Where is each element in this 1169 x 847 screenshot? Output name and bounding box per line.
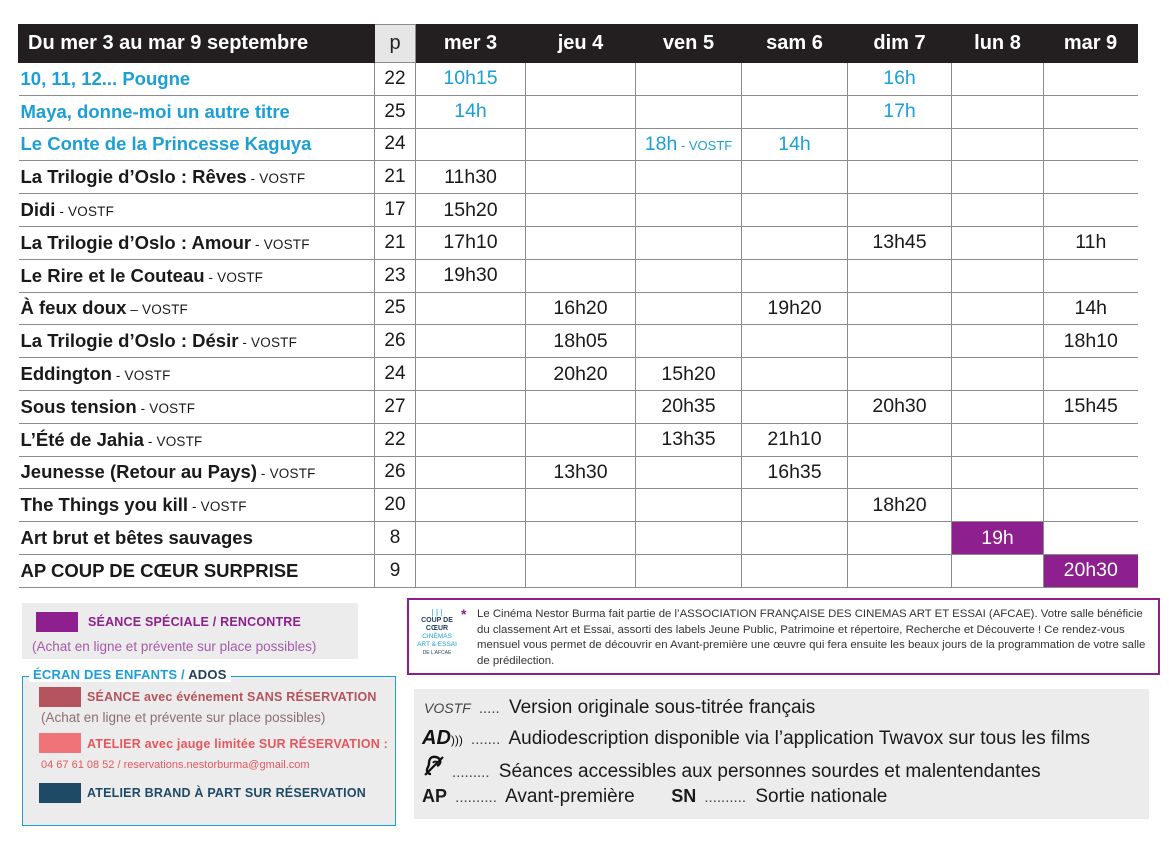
showtime-cell [848, 259, 952, 292]
showtime-cell [848, 292, 952, 325]
page-number: 27 [375, 390, 416, 423]
film-title [19, 128, 375, 161]
showtime: 20h20 [553, 362, 608, 385]
showtime: 20h30 [872, 395, 927, 418]
showtime: 20h35 [661, 395, 716, 418]
version-label: - VOSTF [143, 433, 203, 449]
abbreviations-box [414, 689, 1149, 819]
showtime-cell [742, 259, 848, 292]
showtime-cell [848, 161, 952, 194]
brand-label: ATELIER BRAND À PART SUR RÉSERVATION [87, 786, 366, 800]
vostf-row: VOSTF ..... Version originale sous-titrée français [424, 697, 816, 718]
ap-text: Avant-première [505, 786, 635, 807]
showtime-cell [742, 63, 848, 96]
version-label: - VOSTF [55, 204, 115, 220]
version-label: - VOSTF [136, 400, 196, 416]
showtime: 20h30 [1063, 559, 1118, 582]
showtime: 14h [454, 100, 487, 123]
event-label: SÉANCE avec événement SANS RÉSERVATION [87, 690, 377, 704]
showtime-cell [636, 63, 742, 96]
showtime-cell [848, 423, 952, 456]
table-row [19, 423, 1138, 456]
showtime-cell [636, 161, 742, 194]
showtime-cell [1044, 456, 1138, 489]
showtime-cell [416, 325, 526, 358]
showtime-cell [848, 325, 952, 358]
showtime-cell [952, 128, 1044, 161]
page-number: 17 [375, 194, 416, 227]
kids-screen-legend [22, 667, 396, 826]
page-number: 23 [375, 259, 416, 292]
showtime-cell [1044, 522, 1138, 555]
film-title-text: The Things you kill [20, 494, 189, 516]
showtime-cell [952, 63, 1044, 96]
showtime-cell [416, 423, 526, 456]
event-sub: (Achat en ligne et prévente sur place possibles) [41, 710, 326, 725]
table-row [19, 358, 1138, 391]
table-row [19, 95, 1138, 128]
showtime-cell [742, 292, 848, 325]
showtime: 16h35 [767, 460, 822, 483]
brand-swatch [39, 783, 81, 803]
table-row [19, 63, 1138, 96]
event-swatch [39, 687, 81, 707]
page-number: 20 [375, 489, 416, 522]
atelier-swatch [39, 733, 81, 753]
film-title-text: Le Rire et le Couteau [20, 264, 205, 286]
showtime: 13h45 [872, 231, 927, 254]
table-row [19, 128, 1138, 161]
version-label: - VOSTF [246, 171, 306, 187]
showtime-cell [1044, 554, 1138, 587]
showtime-cell [848, 95, 952, 128]
table-row [19, 554, 1138, 587]
page-number: 22 [375, 423, 416, 456]
showtime-cell [1044, 325, 1138, 358]
showtime-cell [742, 226, 848, 259]
showtime-cell [636, 128, 742, 161]
day-header: mer 3 [416, 25, 526, 63]
showtime-cell [1044, 194, 1138, 227]
showtime-cell [742, 489, 848, 522]
day-header: jeu 4 [526, 25, 636, 63]
special-screening-legend [22, 603, 358, 659]
showtime-cell [952, 95, 1044, 128]
showtime-cell [416, 554, 526, 587]
hearing-text: Séances accessibles aux personnes sourdes et malentendantes [498, 761, 1041, 782]
afcae-description: Le Cinéma Nestor Burma fait partie de l’ASSOCIATION FRANÇAISE DES CINEMAS ART ET ESSAI (AFCAE). Votre salle bénéficie du classement Art et Essai, assorti des labels Jeune Public, Patrimoine et répertoire, Recherche et Découverte ! Ce rendez-vous mensuel vous permet de découvrir en Avant-première une œuvre qui fera ensuite les beaux jours de la programmation de votre salle de prédilection. [477, 608, 1146, 667]
page-number: 9 [375, 554, 416, 587]
showtime-cell [526, 259, 636, 292]
showtime: 19h20 [767, 296, 822, 319]
showtime-cell [952, 390, 1044, 423]
table-row [19, 325, 1138, 358]
showtime: 15h20 [661, 362, 716, 385]
coup-de-coeur-logo: | | | COUP DE CŒUR CINÉMAS ART & ESSAI DE L’AFCAE [417, 608, 457, 656]
showtime-cell [848, 63, 952, 96]
page-number: 21 [375, 161, 416, 194]
showtime-cell [952, 522, 1044, 555]
showtime-cell [742, 161, 848, 194]
atelier-contact: 04 67 61 08 52 / reservations.nestorburma@gmail.com [41, 759, 310, 771]
film-title-text: À feux doux [20, 297, 127, 319]
film-title [19, 554, 375, 587]
page-number: 21 [375, 226, 416, 259]
showtime-cell [416, 95, 526, 128]
film-title [19, 325, 375, 358]
table-row [19, 292, 1138, 325]
version-label: - VOSTF [256, 466, 316, 482]
showtime-cell [416, 128, 526, 161]
showtime-cell [416, 259, 526, 292]
showtime-cell [952, 423, 1044, 456]
showtime: 10h15 [443, 67, 498, 90]
showtime-cell [1044, 292, 1138, 325]
showtime-cell [416, 456, 526, 489]
showtime: 16h20 [553, 296, 608, 319]
showtime-cell [848, 489, 952, 522]
showtime-cell [742, 325, 848, 358]
showtime: 17h [883, 100, 916, 123]
ear-icon [422, 755, 448, 777]
version-label: – VOSTF [126, 302, 188, 318]
showtime-cell [848, 456, 952, 489]
ados-title-text: ADOS [188, 667, 227, 682]
version-label: - VOSTF [204, 269, 264, 285]
showtime-cell [952, 456, 1044, 489]
showtime-cell [848, 522, 952, 555]
showtime-cell [848, 554, 952, 587]
table-row [19, 390, 1138, 423]
showtime-cell [1044, 226, 1138, 259]
vostf-text: Version originale sous-titrée français [508, 697, 816, 718]
showtime-cell [742, 456, 848, 489]
showtime-cell [526, 194, 636, 227]
asterisk-icon: * [461, 606, 467, 622]
film-title [19, 226, 375, 259]
film-title-text: La Trilogie d’Oslo : Désir [20, 330, 239, 352]
showtime: 19h [981, 526, 1014, 549]
table-row [19, 456, 1138, 489]
page-number: 26 [375, 456, 416, 489]
page-number: 22 [375, 63, 416, 96]
showtime-cell [526, 63, 636, 96]
film-title-text: La Trilogie d’Oslo : Amour [20, 231, 252, 253]
film-title-text: Maya, donne-moi un autre titre [20, 100, 290, 122]
showtime-cell [952, 358, 1044, 391]
film-title-text: Eddington [20, 363, 112, 385]
day-header: lun 8 [952, 25, 1044, 63]
showtime-cell [416, 161, 526, 194]
page-number: 26 [375, 325, 416, 358]
table-row [19, 161, 1138, 194]
showtime-cell [1044, 161, 1138, 194]
special-sub: (Achat en ligne et prévente sur place possibles) [32, 639, 317, 654]
audiodescription-text: Audiodescription disponible via l’application Twavox sur tous les films [508, 728, 1091, 749]
showtime-cell [526, 358, 636, 391]
version-label: - VOSTF [251, 236, 310, 252]
showtime-cell [952, 226, 1044, 259]
showtime-cell [636, 554, 742, 587]
showtime-cell [636, 95, 742, 128]
film-title-text: 10, 11, 12... Pougne [20, 67, 191, 89]
vostf-key: VOSTF [424, 700, 471, 716]
showtime-cell [1044, 128, 1138, 161]
showtime-cell [742, 522, 848, 555]
sn-key: SN [671, 786, 697, 806]
showtime-cell [636, 358, 742, 391]
sn-text: Sortie nationale [755, 786, 888, 807]
film-title [19, 194, 375, 227]
version-label: - VOSTF [111, 368, 171, 384]
showtime-cell [848, 358, 952, 391]
showtime-cell [416, 194, 526, 227]
film-title [19, 63, 375, 96]
showtime-cell [636, 194, 742, 227]
showtime-cell [848, 390, 952, 423]
showtime-cell [636, 325, 742, 358]
table-row [19, 489, 1138, 522]
showtime-cell [952, 194, 1044, 227]
film-title [19, 259, 375, 292]
showtime: 11h [1075, 231, 1107, 254]
showtime-cell [526, 128, 636, 161]
film-title-text: Art brut et bêtes sauvages [20, 527, 253, 549]
table-row [19, 259, 1138, 292]
page-number: 24 [375, 128, 416, 161]
version-label: - VOSTF [238, 335, 298, 351]
day-header: dim 7 [848, 25, 952, 63]
showtime-cell [636, 292, 742, 325]
page-number: 25 [375, 292, 416, 325]
showtime-cell [526, 489, 636, 522]
showtime-cell [952, 259, 1044, 292]
table-row [19, 226, 1138, 259]
showtime-cell [1044, 390, 1138, 423]
showtime: 21h10 [767, 428, 822, 451]
page-number: 25 [375, 95, 416, 128]
showtime-cell [636, 522, 742, 555]
showtime-version-label: - VOSTF [677, 137, 733, 153]
showtime-cell [526, 161, 636, 194]
showtime: 13h30 [553, 460, 608, 483]
film-title-text: Le Conte de la Princesse Kaguya [20, 133, 312, 155]
showtime-cell [526, 390, 636, 423]
page-number: 8 [375, 522, 416, 555]
showtime: 18h05 [553, 329, 608, 352]
showtime: 17h10 [443, 231, 498, 254]
audiodescription-row: AD))) ....... Audiodescription disponible via l’application Twavox sur tous les films [422, 727, 1091, 749]
film-title [19, 456, 375, 489]
date-range-title: Du mer 3 au mar 9 septembre [19, 25, 375, 63]
table-row [19, 194, 1138, 227]
showtime: 18h10 [1063, 329, 1118, 352]
showtime-cell [1044, 63, 1138, 96]
film-title [19, 423, 375, 456]
showtime: 14h [1074, 296, 1108, 319]
header-row [19, 25, 1138, 63]
special-label: SÉANCE SPÉCIALE / RENCONTRE [88, 615, 302, 629]
showtime: 18h20 [872, 493, 927, 516]
showtime-cell [526, 423, 636, 456]
film-title-text: Jeunesse (Retour au Pays) [20, 461, 257, 483]
day-header: sam 6 [742, 25, 848, 63]
showtime-cell [848, 128, 952, 161]
showtime-cell [636, 226, 742, 259]
page-column-header: p [375, 25, 416, 63]
showtime: 19h30 [443, 264, 498, 287]
showtime-cell [742, 128, 848, 161]
showtime-cell [848, 194, 952, 227]
showtime-cell [952, 161, 1044, 194]
showtime-cell [636, 456, 742, 489]
showtime-cell [416, 292, 526, 325]
showtime-cell [636, 489, 742, 522]
day-header: mar 9 [1044, 25, 1138, 63]
showtime-cell [636, 259, 742, 292]
audiodescription-icon: AD))) [422, 727, 463, 749]
showtime-cell [416, 63, 526, 96]
ap-key: AP [422, 786, 448, 806]
showtime: 18h [644, 132, 678, 155]
table-row [19, 522, 1138, 555]
showtime-cell [416, 358, 526, 391]
film-title-text: Didi [20, 199, 56, 221]
showtime-cell [526, 325, 636, 358]
film-title [19, 522, 375, 555]
showtime-cell [952, 325, 1044, 358]
showtime: 14h [778, 132, 811, 155]
showtime-cell [1044, 489, 1138, 522]
showtime-cell [526, 95, 636, 128]
afcae-info-box [407, 598, 1160, 675]
atelier-label: ATELIER avec jauge limitée SUR RÉSERVATION : [87, 737, 388, 751]
showtime-cell [526, 292, 636, 325]
showtime-cell [416, 489, 526, 522]
kids-title-text: ÉCRAN DES ENFANTS / [33, 667, 185, 682]
showtime-cell [1044, 423, 1138, 456]
showtime-cell [742, 554, 848, 587]
ap-sn-row: AP .......... Avant-première SN .......... Sortie nationale [422, 786, 888, 807]
showtime-cell [1044, 95, 1138, 128]
showtime: 16h [883, 67, 916, 90]
showtime-cell [416, 522, 526, 555]
day-header: ven 5 [636, 25, 742, 63]
film-title [19, 95, 375, 128]
film-title-text: Sous tension [20, 395, 137, 417]
schedule-table [18, 24, 1138, 588]
showtime-cell [742, 358, 848, 391]
showtime-cell [952, 489, 1044, 522]
showtime-cell [526, 522, 636, 555]
showtime-cell [526, 456, 636, 489]
showtime: 15h20 [443, 198, 498, 221]
schedule-body [19, 63, 1138, 588]
special-swatch [36, 612, 78, 632]
kids-screen-title [29, 667, 231, 682]
showtime: 15h45 [1063, 395, 1118, 418]
hearing-row: ......... Séances accessibles aux personnes sourdes et malentendantes [422, 755, 1041, 783]
film-title [19, 161, 375, 194]
film-title-text: L’Été de Jahia [20, 428, 144, 450]
showtime-cell [1044, 259, 1138, 292]
showtime-cell [636, 423, 742, 456]
film-title-text: AP COUP DE CŒUR SURPRISE [20, 559, 299, 581]
film-title-text: La Trilogie d’Oslo : Rêves [20, 166, 247, 188]
showtime-cell [416, 390, 526, 423]
page-number: 24 [375, 358, 416, 391]
showtime-cell [526, 226, 636, 259]
showtime-cell [416, 226, 526, 259]
showtime-cell [742, 194, 848, 227]
film-title [19, 358, 375, 391]
showtime-cell [742, 95, 848, 128]
showtime-cell [636, 390, 742, 423]
showtime: 11h30 [444, 165, 497, 188]
showtime-cell [952, 554, 1044, 587]
showtime-cell [742, 423, 848, 456]
showtime-cell [848, 226, 952, 259]
showtime-cell [742, 390, 848, 423]
showtime-cell [526, 554, 636, 587]
film-title [19, 489, 375, 522]
showtime-cell [1044, 358, 1138, 391]
showtime-cell [952, 292, 1044, 325]
version-label: - VOSTF [188, 499, 247, 515]
film-title [19, 390, 375, 423]
film-title [19, 292, 375, 325]
showtime: 13h35 [661, 428, 716, 451]
